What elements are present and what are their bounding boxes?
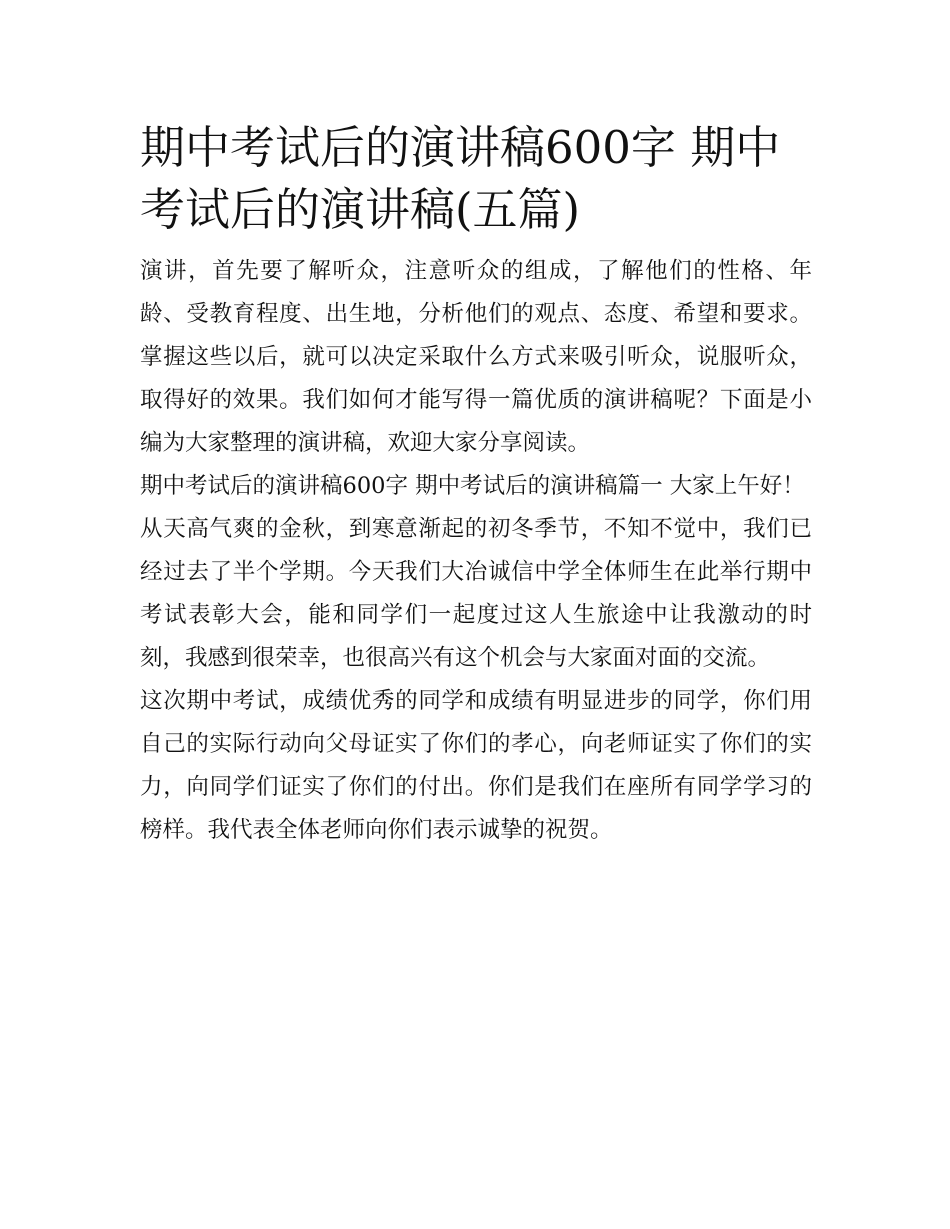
document-body bbox=[140, 117, 812, 852]
speech-heading-paragraph: 期中考试后的演讲稿600字 期中考试后的演讲稿篇一 大家上午好！ bbox=[140, 473, 805, 499]
intro-paragraph: 演讲，首先要了解听众，注意听众的组成，了解他们的性格、年龄、受教育程度、出生地，分析他们的观点、态度、希望和要求。掌握这些以后，就可以决定采取什么方式来吸引听众，说服听众，取得好的效果。我们如何才能写得一篇优质的演讲稿呢？下面是小编为大家整理的演讲稿，欢迎大家分享阅读。 bbox=[140, 258, 812, 456]
speech-paragraph: 这次期中考试，成绩优秀的同学和成绩有明显进步的同学，你们用自己的实际行动向父母证实了你们的孝心，向老师证实了你们的实力，向同学们证实了你们的付出。你们是我们在座所有同学学习的榜样。我代表全体老师向你们表示诚挚的祝贺。 bbox=[140, 688, 812, 843]
speech-paragraph: 从天高气爽的金秋，到寒意渐起的初冬季节，不知不觉中，我们已经过去了半个学期。今天我们大冶诚信中学全体师生在此举行期中考试表彰大会，能和同学们一起度过这人生旅途中让我激动的时刻，我感到很荣幸，也很高兴有这个机会与大家面对面的交流。 bbox=[140, 516, 812, 671]
document-title: 期中考试后的演讲稿600字 期中考试后的演讲稿(五篇) bbox=[140, 121, 781, 236]
